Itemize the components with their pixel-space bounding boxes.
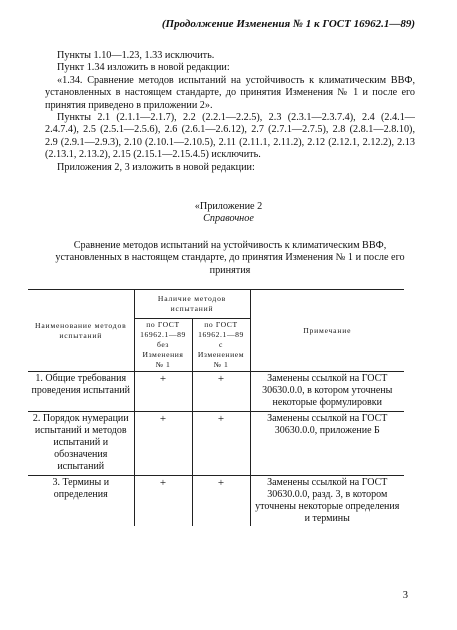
row-after-mark: + — [192, 475, 250, 526]
row-method-name: 3. Термины и определения — [28, 475, 134, 526]
row-before-mark: + — [134, 372, 192, 412]
row-after-mark: + — [192, 372, 250, 412]
row-note: Заменены ссылкой на ГОСТ 30630.0.0, в котором уточнены некоторые формулировки — [250, 372, 404, 412]
row-before-mark: + — [134, 411, 192, 475]
paragraph-2: Пункт 1.34 изложить в новой редакции: — [57, 62, 230, 74]
row-method-name: 1. Общие требования проведения испытаний — [28, 372, 134, 412]
paragraph-1: Пункты 1.10—1.23, 1.33 исключить. — [57, 50, 215, 61]
appendix-heading — [0, 201, 457, 226]
page-number: 3 — [402, 590, 408, 601]
paragraph-3: «1.34. Сравнение методов испытаний на устойчивость к климатическим ВВФ, установленных в настоящем стандарте, до принятия Изменения № 1 и после его принятия приведено в приложении 2». — [45, 74, 415, 111]
header-before-change: по ГОСТ 16962.1—89 без Изменения № 1 — [134, 319, 192, 372]
body-text — [45, 50, 415, 174]
page-header: (Продолжение Изменения № 1 к ГОСТ 16962.1—89) — [161, 18, 415, 30]
row-note: Заменены ссылкой на ГОСТ 30630.0.0, разд. 3, в котором уточнены некоторые определения и термины — [250, 475, 404, 526]
paragraph-4: Пункты 2.1 (2.1.1—2.1.7), 2.2 (2.2.1—2.2.5), 2.3 (2.3.1—2.3.7.4), 2.4 (2.4.1—2.4.7.4), 2.5 (2.5.1—2.5.6), 2.6 (2.6.1—2.6.12), 2.7 (2.7.1—2.7.5), 2.8 (2.8.1—2.8.10), 2.9 (2.9.1—2.9.3), 2.10 (2.10.1—2.10.5), 2.11 (2.11.1, 2.11.2), 2.12 (2.12.1, 2.12.2), 2.13 (2.13.1, 2.13.2), 2.15 (2.15.1—2.15.4.5) исключить. — [45, 112, 415, 161]
comparison-title: Сравнение методов испытаний на устойчивость к климатическим ВВФ, установленных в настоящем стандарте, до принятия Изменения № 1 и после его принятия — [55, 240, 405, 276]
header-method-name: Наименование методов испытаний — [28, 290, 134, 372]
header-availability: Наличие методов испытаний — [134, 290, 250, 319]
row-after-mark: + — [192, 411, 250, 475]
comparison-table — [28, 289, 404, 526]
table-row — [28, 475, 404, 526]
paragraph-5: Приложения 2, 3 изложить в новой редакции: — [57, 161, 255, 173]
header-note: Примечание — [250, 290, 404, 372]
row-before-mark: + — [134, 475, 192, 526]
table-row — [28, 372, 404, 412]
header-after-change: по ГОСТ 16962.1—89 с Изменением № 1 — [192, 319, 250, 372]
row-method-name: 2. Порядок нумерации испытаний и методов испытаний и обозначения испытаний — [28, 411, 134, 475]
row-note: Заменены ссылкой на ГОСТ 30630.0.0, приложение Б — [250, 411, 404, 475]
table-row — [28, 411, 404, 475]
appendix-title: «Приложение 2 — [194, 201, 263, 212]
appendix-subtitle: Справочное — [203, 213, 254, 225]
